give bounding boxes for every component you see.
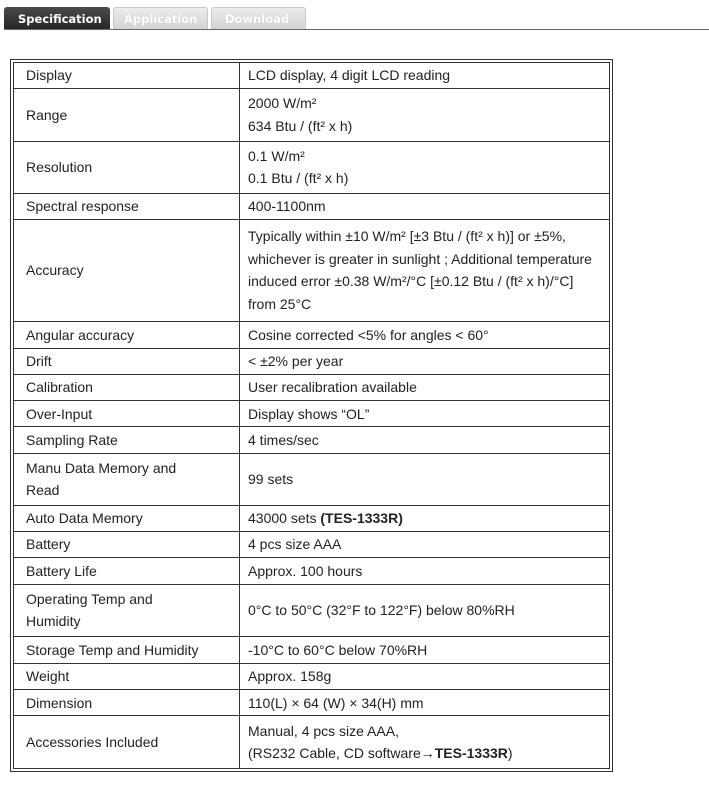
spec-value bbox=[240, 558, 610, 584]
spec-value-line: -10°C to 60°C below 70%RH bbox=[248, 641, 428, 658]
spec-value-line: 110(L) × 64 (W) × 34(H) mm bbox=[248, 694, 424, 711]
table-row bbox=[14, 220, 610, 322]
spec-value bbox=[240, 401, 610, 427]
table-row bbox=[14, 584, 610, 636]
spec-value bbox=[240, 220, 610, 322]
tab-download[interactable]: Download bbox=[211, 7, 306, 30]
spec-value bbox=[240, 348, 610, 374]
spec-value-line: 2000 W/m² bbox=[248, 95, 317, 112]
table-row bbox=[14, 664, 610, 690]
table-row bbox=[14, 63, 610, 89]
spec-value bbox=[240, 664, 610, 690]
spec-label: Weight bbox=[14, 664, 240, 690]
spec-label: Accessories Included bbox=[14, 716, 240, 769]
spec-label-line: Humidity bbox=[26, 613, 81, 630]
spec-label: Sampling Rate bbox=[14, 427, 240, 453]
spec-value-line: 634 Btu / (ft² x h) bbox=[248, 117, 353, 134]
spec-value-line bbox=[248, 742, 601, 765]
spec-value-line: Display shows “OL” bbox=[248, 405, 370, 422]
spec-label bbox=[14, 584, 240, 636]
table-row bbox=[14, 532, 610, 558]
spec-label: Range bbox=[14, 89, 240, 141]
table-row bbox=[14, 690, 610, 716]
table-row bbox=[14, 636, 610, 663]
spec-label: Accuracy bbox=[14, 220, 240, 322]
spec-value bbox=[240, 636, 610, 663]
table-row bbox=[14, 427, 610, 453]
spec-value-line: Typically within ±10 W/m² [±3 Btu / (ft² x h)] or ±5%, bbox=[248, 228, 566, 245]
table-row bbox=[14, 141, 610, 193]
spec-value bbox=[240, 427, 610, 453]
table-row bbox=[14, 193, 610, 219]
spec-value-line: Manual, 4 pcs size AAA, bbox=[248, 722, 399, 739]
table-row bbox=[14, 401, 610, 427]
spec-value bbox=[240, 321, 610, 348]
spec-value bbox=[240, 584, 610, 636]
table-row bbox=[14, 375, 610, 401]
spec-value-line: induced error ±0.38 W/m²/°C [±0.12 Btu / (ft² x h)/°C] bbox=[248, 273, 574, 290]
spec-value-line: Approx. 100 hours bbox=[248, 562, 363, 579]
spec-value-line: 400-1100nm bbox=[248, 198, 326, 215]
specification-panel bbox=[10, 59, 613, 772]
model-name: TES-1333R bbox=[434, 745, 508, 762]
spec-value bbox=[240, 532, 610, 558]
tab-application[interactable]: Application bbox=[113, 7, 208, 30]
spec-value-line: 0.1 Btu / (ft² x h) bbox=[248, 170, 349, 187]
spec-label: Auto Data Memory bbox=[14, 506, 240, 532]
spec-value-line: 0.1 W/m² bbox=[248, 147, 305, 164]
table-row bbox=[14, 453, 610, 505]
spec-value-line: 0°C to 50°C (32°F to 122°F) below 80%RH bbox=[248, 601, 515, 618]
spec-value-line: LCD display, 4 digit LCD reading bbox=[248, 67, 451, 84]
spec-label-line: Operating Temp and bbox=[26, 590, 153, 607]
spec-label: Battery bbox=[14, 532, 240, 558]
tab-divider bbox=[4, 29, 709, 30]
specification-table bbox=[13, 62, 610, 769]
spec-value bbox=[240, 375, 610, 401]
spec-value-line: User recalibration available bbox=[248, 379, 417, 396]
model-name: (TES-1333R) bbox=[320, 510, 403, 527]
table-row bbox=[14, 716, 610, 769]
table-row bbox=[14, 321, 610, 348]
spec-value bbox=[240, 63, 610, 89]
spec-value bbox=[240, 89, 610, 141]
spec-value bbox=[240, 141, 610, 193]
table-row bbox=[14, 506, 610, 532]
spec-label: Over-Input bbox=[14, 401, 240, 427]
spec-label: Drift bbox=[14, 348, 240, 374]
spec-value bbox=[240, 506, 610, 532]
spec-value-line: < ±2% per year bbox=[248, 353, 344, 370]
spec-value bbox=[240, 690, 610, 716]
table-row bbox=[14, 558, 610, 584]
tab-bar bbox=[4, 7, 306, 30]
spec-label: Calibration bbox=[14, 375, 240, 401]
table-row bbox=[14, 348, 610, 374]
spec-value-text: (RS232 Cable, CD software→ bbox=[248, 745, 435, 762]
spec-value-line: 99 sets bbox=[248, 471, 294, 488]
spec-value-line: whichever is greater in sunlight ; Additional temperature bbox=[248, 250, 592, 267]
spec-label: Battery Life bbox=[14, 558, 240, 584]
spec-label-line: Manu Data Memory and bbox=[26, 459, 177, 476]
spec-value-line: Cosine corrected <5% for angles < 60° bbox=[248, 326, 489, 343]
spec-value-line: 4 pcs size AAA bbox=[248, 536, 342, 553]
spec-label: Storage Temp and Humidity bbox=[14, 636, 240, 663]
spec-label: Dimension bbox=[14, 690, 240, 716]
spec-value-text: ) bbox=[507, 745, 513, 762]
spec-value bbox=[240, 193, 610, 219]
table-row bbox=[14, 89, 610, 141]
spec-label: Display bbox=[14, 63, 240, 89]
spec-label: Angular accuracy bbox=[14, 321, 240, 348]
spec-value-line: Approx. 158g bbox=[248, 668, 332, 685]
spec-label: Spectral response bbox=[14, 193, 240, 219]
spec-label: Resolution bbox=[14, 141, 240, 193]
spec-value bbox=[240, 453, 610, 505]
spec-value-line: from 25°C bbox=[248, 296, 312, 313]
spec-label-line: Read bbox=[26, 482, 60, 499]
spec-label bbox=[14, 453, 240, 505]
spec-value-text: 43000 sets bbox=[248, 510, 321, 527]
tab-specification[interactable]: Specification bbox=[4, 7, 110, 30]
spec-value-line: 4 times/sec bbox=[248, 431, 319, 448]
spec-value bbox=[240, 716, 610, 769]
